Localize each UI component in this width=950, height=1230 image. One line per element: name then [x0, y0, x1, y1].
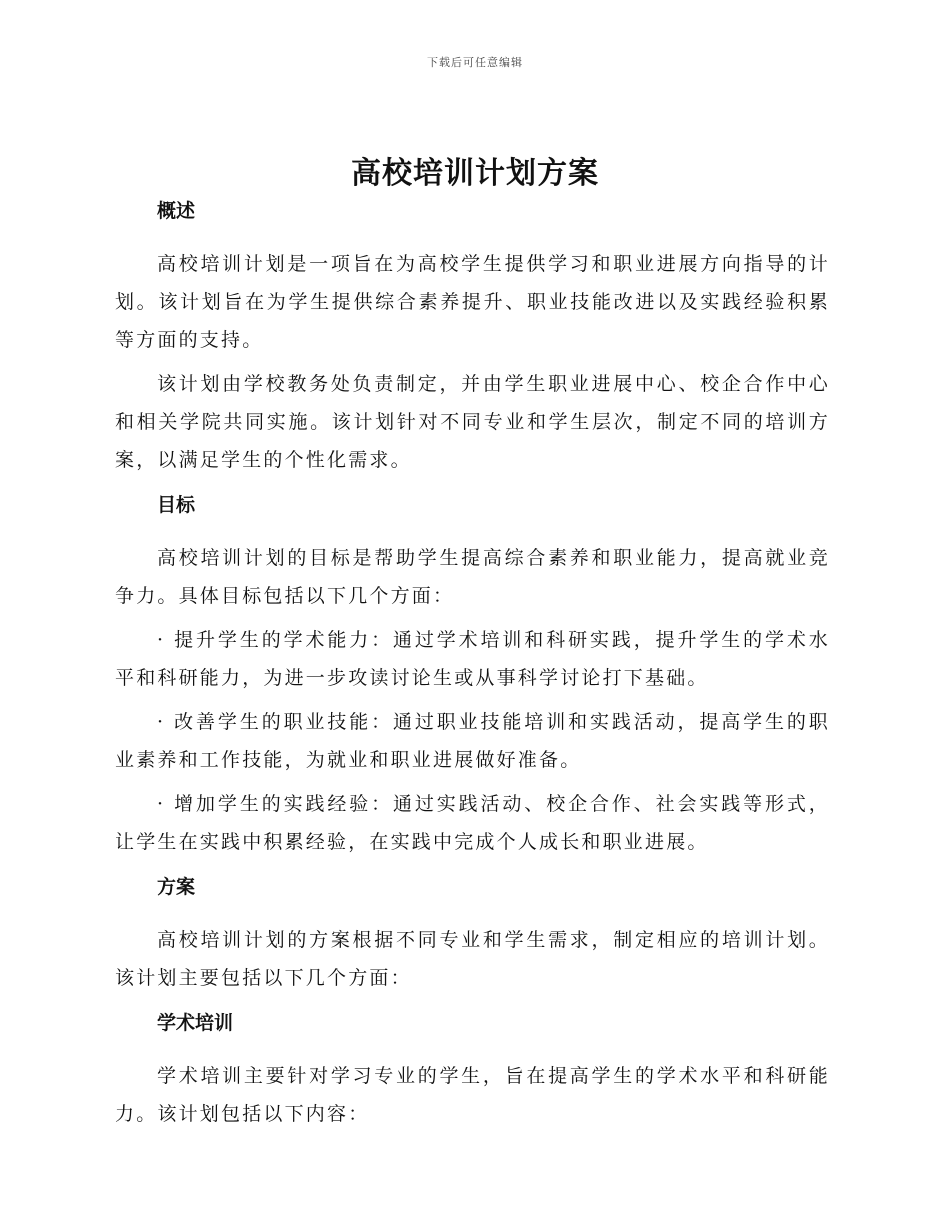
goals-paragraph-1: 高校培训计划的目标是帮助学生提高综合素养和职业能力，提高就业竞争力。具体目标包括以下几个方面： [115, 547, 830, 607]
overview-paragraph-2: 该计划由学校教务处负责制定，并由学生职业进展中心、校企合作中心和相关学院共同实施。该计划针对不同专业和学生层次，制定不同的培训方案，以满足学生的个性化需求。 [115, 373, 830, 471]
plan-paragraph-1: 高校培训计划的方案根据不同专业和学生需求，制定相应的培训计划。该计划主要包括以下几个方面： [115, 929, 830, 989]
academic-paragraph-1: 学术培训主要针对学习专业的学生，旨在提高学生的学术水平和科研能力。该计划包括以下内容： [115, 1065, 830, 1125]
goals-bullet-practice: · 增加学生的实践经验：通过实践活动、校企合作、社会实践等形式，让学生在实践中积累经验，在实践中完成个人成长和职业进展。 [115, 793, 830, 853]
document-body [115, 197, 830, 1139]
section-heading-overview: 概述 [157, 200, 196, 222]
section-heading-goals: 目标 [157, 494, 196, 516]
page-header-note: 下载后可任意编辑 [427, 56, 523, 69]
section-heading-academic: 学术培训 [157, 1012, 234, 1034]
document-title: 高校培训计划方案 [351, 156, 599, 191]
goals-bullet-skills: · 改善学生的职业技能：通过职业技能培训和实践活动，提高学生的职业素养和工作技能，为就业和职业进展做好准备。 [115, 711, 830, 771]
overview-paragraph-1: 高校培训计划是一项旨在为高校学生提供学习和职业进展方向指导的计划。该计划旨在为学生提供综合素养提升、职业技能改进以及实践经验积累等方面的支持。 [115, 253, 830, 351]
section-heading-plan: 方案 [157, 876, 196, 898]
goals-bullet-academic: · 提升学生的学术能力：通过学术培训和科研实践，提升学生的学术水平和科研能力，为进一步攻读讨论生或从事科学讨论打下基础。 [115, 629, 830, 689]
